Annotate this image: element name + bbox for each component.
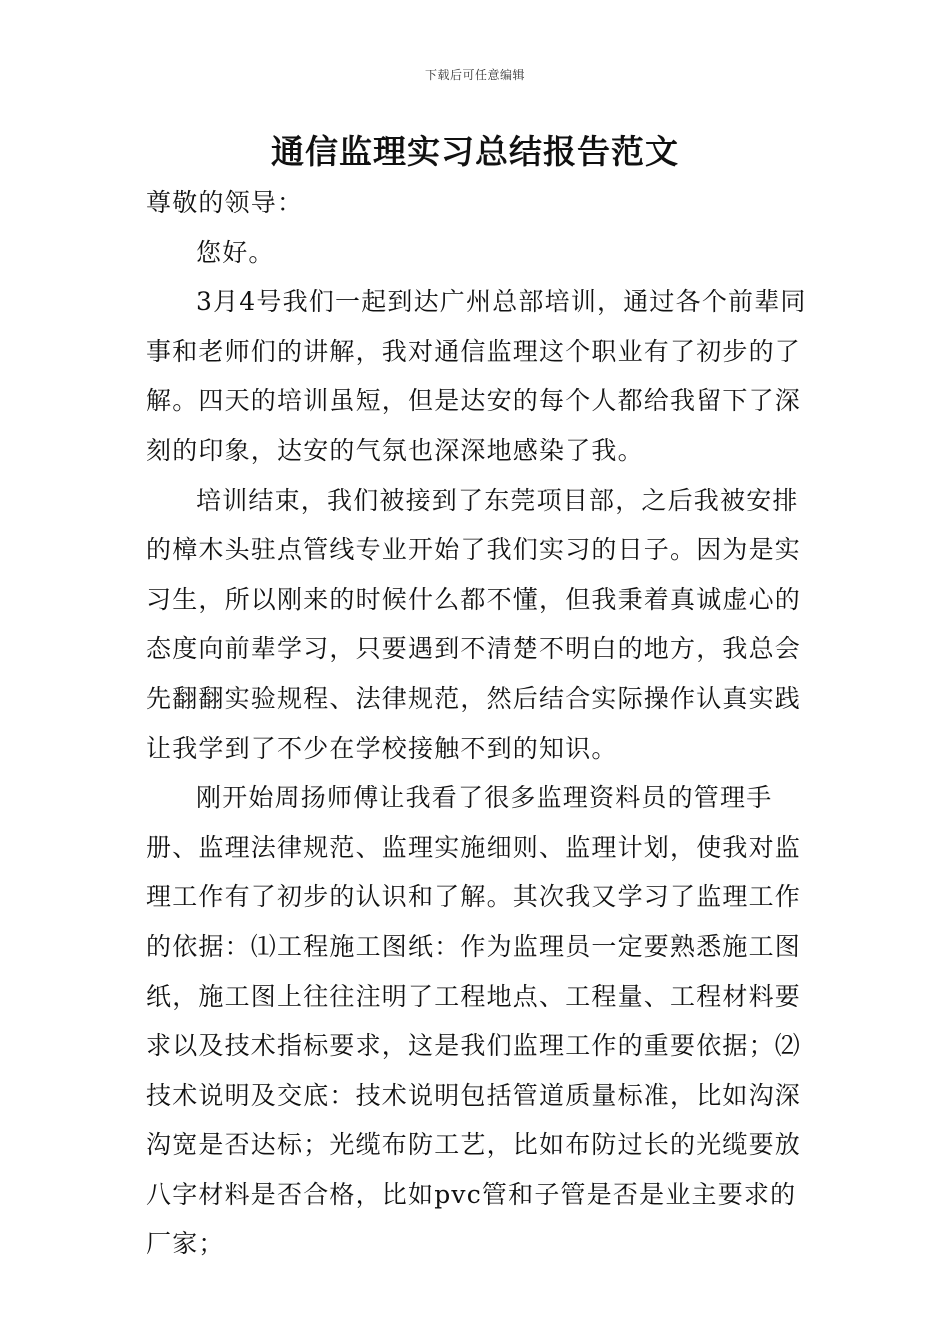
salutation: 尊敬的领导： [146,188,304,217]
paragraph-3: 刚开始周扬师傅让我看了很多监理资料员的管理手册、监理法律规范、监理实施细则、监理计划，使我对监理工作有了初步的认识和了解。其次我又学习了监理工作的依据：⑴工程施工图纸：作为监理员一定要熟悉施工图纸，施工图上往往注明了工程地点、工程量、工程材料要求以及技术指标要求，这是我们监理工作的重要依据；⑵技术说明及交底：技术说明包括管道质量标准，比如沟深沟宽是否达标；光缆布防工艺，比如布防过长的光缆要放八字材料是否合格，比如pvc管和子管是否是业主要求的厂家； [146,783,802,1259]
paragraph-2: 培训结束，我们被接到了东莞项目部，之后我被安排的樟木头驻点管线专业开始了我们实习的日子。因为是实习生，所以刚来的时候什么都不懂，但我秉着真诚虚心的态度向前辈学习，只要遇到不清楚不明白的地方，我总会先翻翻实验规程、法律规范，然后结合实际操作认真实践让我学到了不少在学校接触不到的知识。 [146,485,802,763]
header-note: 下载后可任意编辑 [424,68,525,82]
greeting: 您好。 [196,237,275,267]
document-body [146,178,822,1269]
paragraph-1: 3月4号我们一起到达广州总部培训，通过各个前辈同事和老师们的讲解，我对通信监理这个职业有了初步的了解。四天的培训虽短，但是达安的每个人都给我留下了深刻的印象，达安的气氛也深深地感染了我。 [146,287,807,465]
document-title: 通信监理实习总结报告范文 [271,132,679,171]
